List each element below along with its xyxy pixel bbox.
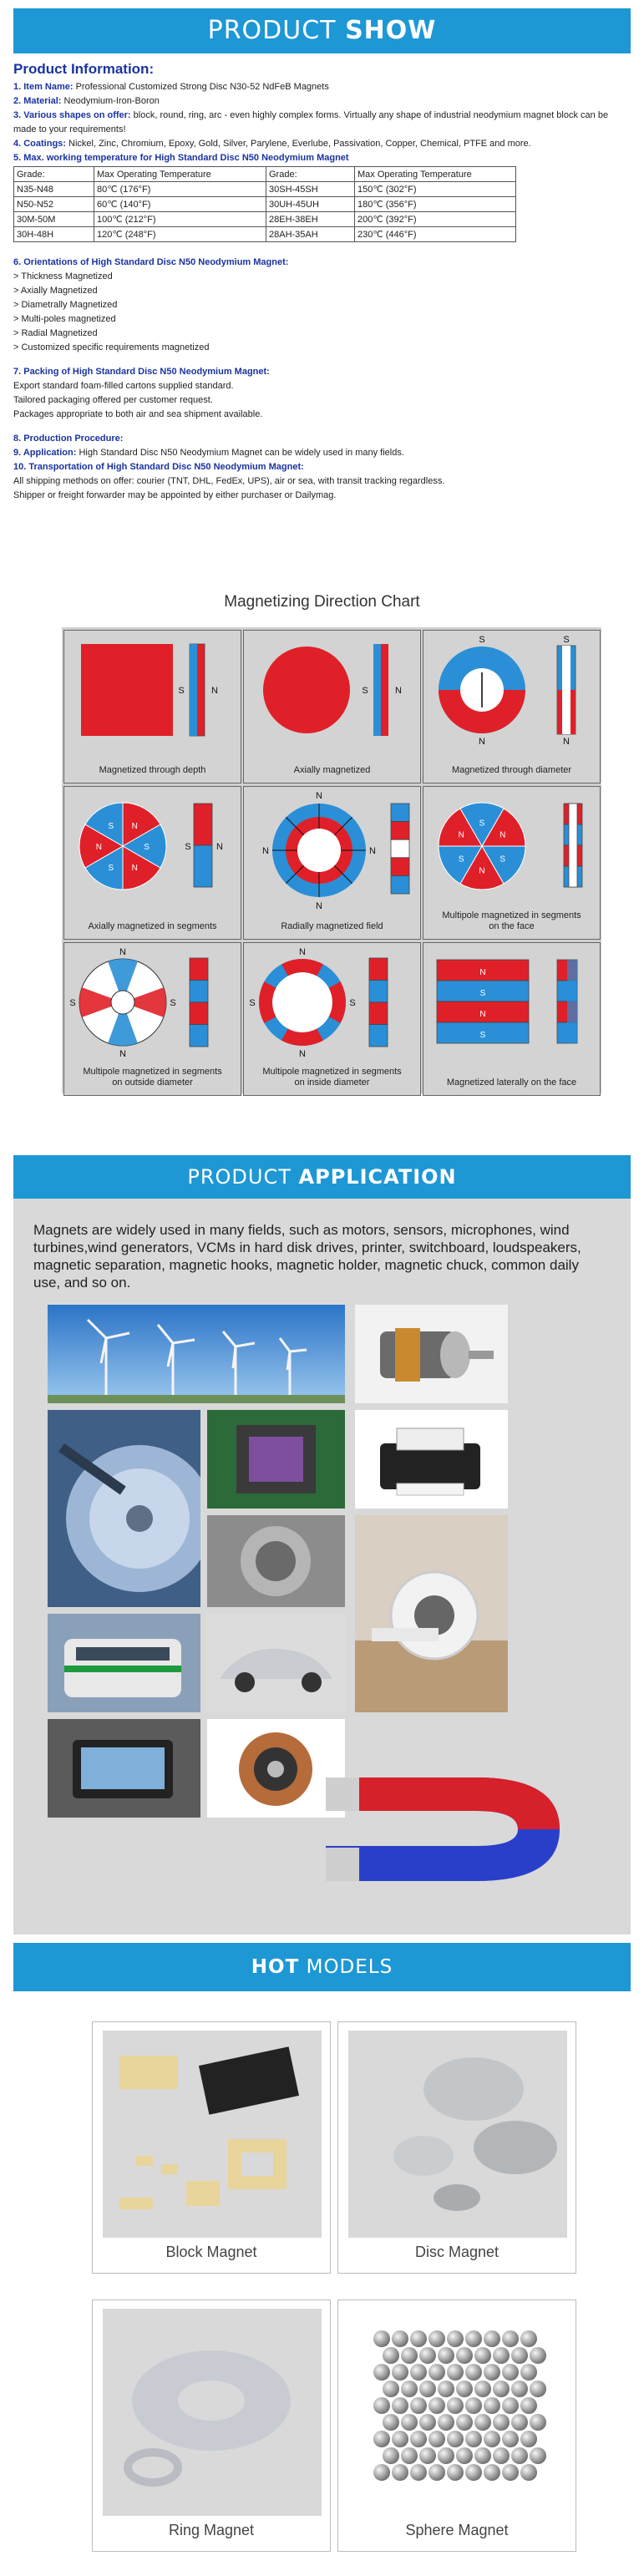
magnetizing-diagram-cell: [63, 786, 241, 940]
orientations-title: 6. Orientations of High Standard Disc N50 Neodymium Magnet:: [13, 257, 289, 267]
motor-photo: [355, 1305, 508, 1403]
svg-text:N: N: [299, 947, 306, 957]
diagram-caption: Multipole magnetized in segments on outside diameter: [83, 1067, 222, 1088]
application-title-bold: APPLICATION: [298, 1165, 457, 1189]
hot-models-title-bold: HOT: [251, 1956, 300, 1978]
train-photo: [48, 1614, 200, 1712]
svg-text:N: N: [262, 846, 269, 856]
car-photo: [207, 1614, 345, 1712]
magnetizing-diagram: [244, 631, 422, 756]
svg-text:S: S: [479, 989, 486, 998]
magnetizing-diagram-cell: [243, 630, 421, 783]
info-item-name: 1. Item Name: Professional Customized Strong Disc N30-52 NdFeB Magnets: [13, 82, 329, 92]
diagram-caption: Axially magnetized: [293, 765, 371, 775]
svg-text:S: S: [479, 635, 485, 645]
model-label: Sphere Magnet: [405, 2522, 509, 2538]
diagram-caption: Magnetized through depth: [99, 765, 206, 775]
svg-text:S: S: [458, 854, 464, 865]
diagram-caption: Magnetized laterally on the face: [446, 1078, 577, 1088]
svg-text:S: S: [170, 998, 176, 1008]
svg-text:N: N: [119, 947, 126, 957]
diagram-caption: Magnetized through diameter: [451, 765, 572, 775]
mri-room-photo: [355, 1515, 508, 1712]
svg-text:N: N: [479, 1010, 486, 1019]
diagram-caption: Multipole magnetized in segments on inside diameter: [262, 1067, 402, 1088]
svg-text:S: S: [249, 998, 256, 1008]
diagram-caption: Multipole magnetized in segments on the face: [442, 910, 581, 931]
svg-text:N: N: [211, 686, 218, 696]
packing-item: Export standard foam-filled cartons supplied standard.: [13, 381, 234, 391]
model-card-ring-magnet[interactable]: [92, 2300, 331, 2552]
production-title: 8. Production Procedure:: [13, 434, 124, 444]
diagram-caption: Radially magnetized field: [281, 921, 383, 931]
sensor-chip-photo: [207, 1410, 345, 1509]
magnetizing-diagram-cell: [423, 630, 601, 783]
block-magnet-image: [103, 2031, 322, 2238]
svg-text:N: N: [395, 686, 402, 696]
horseshoe-magnet-illustration: [309, 1729, 603, 1896]
magnetizing-diagram: [423, 787, 601, 912]
svg-text:N: N: [479, 968, 486, 977]
machinery-photo: [207, 1515, 345, 1607]
orientation-item: > Multi-poles magnetized: [13, 314, 116, 324]
magnetizing-diagram: [64, 631, 242, 756]
orientation-item: > Customized specific requirements magnetized: [13, 342, 210, 352]
table-row: N50-N52 60℃ (140°F) 30UH-45UH 180℃ (356°F): [14, 197, 516, 212]
svg-text:N: N: [131, 822, 138, 832]
transport-item: All shipping methods on offer: courier (TNT, DHL, FedEx, UPS), air or sea, with transit tracking regardless.: [13, 476, 445, 486]
model-card-block-magnet[interactable]: [92, 2021, 331, 2274]
svg-text:S: S: [144, 843, 150, 852]
info-item-shapes: 3. Various shapes on offer: block, round, ring, arc - even highly complex forms. Virtually any shape of industrial neodymium magnet block can be made to your requirements!: [13, 110, 609, 134]
model-label: Ring Magnet: [168, 2522, 255, 2538]
printer-photo: [355, 1410, 508, 1509]
magnetizing-diagram: [423, 943, 601, 1068]
table-row: 30H-48H 120℃ (248°F) 28AH-35AH 230℃ (446°F): [14, 227, 516, 242]
hard-disk-photo: [48, 1410, 200, 1607]
model-label: Disc Magnet: [414, 2244, 499, 2260]
info-item-material: 2. Material: Neodymium-Iron-Boron: [13, 96, 160, 106]
svg-text:N: N: [131, 863, 138, 873]
sphere-magnet-image: [348, 2309, 567, 2516]
svg-text:S: S: [178, 686, 185, 696]
hot-models-banner: [13, 1943, 631, 1991]
orientation-item: > Diametrally Magnetized: [13, 300, 118, 310]
ring-magnet-image: [103, 2309, 322, 2516]
magnetizing-diagram: [64, 943, 242, 1068]
model-card-sphere-magnet[interactable]: [337, 2300, 576, 2552]
magnetizing-diagram-cell: [63, 942, 241, 1096]
svg-text:S: S: [479, 1031, 486, 1040]
wind-turbines-photo: [48, 1305, 345, 1403]
model-card-disc-magnet[interactable]: [337, 2021, 576, 2274]
dashboard-photo: [48, 1719, 200, 1818]
diagram-caption: Axially magnetized in segments: [88, 921, 217, 931]
info-item-coatings: 4. Coatings: Nickel, Zinc, Chromium, Epoxy, Gold, Silver, Parylene, Everlube, Passivation, Copper, Chemical, PTFE and more.: [13, 139, 531, 149]
svg-text:N: N: [119, 1049, 126, 1059]
svg-text:N: N: [563, 737, 570, 747]
svg-text:N: N: [316, 901, 322, 911]
table-row: 30M-50M 100℃ (212°F) 28EH-38EH 200℃ (392°F): [14, 212, 516, 227]
magnetizing-chart: [62, 627, 601, 1093]
svg-text:N: N: [479, 866, 485, 876]
transport-title: 10. Transportation of High Standard Disc N50 Neodymium Magnet:: [13, 462, 304, 472]
disc-magnet-image: [348, 2031, 567, 2238]
svg-text:S: S: [69, 998, 76, 1008]
magnetizing-diagram-cell: [423, 786, 601, 940]
product-information: [13, 60, 631, 503]
svg-text:N: N: [299, 1049, 306, 1059]
orientation-item: > Radial Magnetized: [13, 328, 98, 338]
application-title-light: PRODUCT: [187, 1165, 292, 1189]
magnetizing-diagram: [244, 943, 422, 1068]
orientation-item: > Thickness Magnetized: [13, 271, 113, 281]
svg-text:S: S: [349, 998, 356, 1008]
application-text: Magnets are widely used in many fields, such as motors, sensors, microphones, wind turbines,wind generators, VCMs in hard disk drives, printer, switchboard, loudspeakers, magnetic separation, magnetic hooks, magnetic holder, magnetic chuck, common daily use, and so on.: [33, 1222, 581, 1291]
svg-text:N: N: [216, 842, 223, 852]
magnetizing-diagram-cell: [243, 942, 421, 1096]
magnetizing-chart-title: Magnetizing Direction Chart: [224, 593, 420, 611]
table-header-row: Grade: Max Operating Temperature Grade: Max Operating Temperature: [14, 167, 516, 182]
svg-text:S: S: [479, 819, 485, 829]
svg-text:S: S: [108, 863, 114, 873]
product-application-banner: [13, 1155, 631, 1199]
svg-text:S: S: [185, 842, 191, 852]
model-label: Block Magnet: [165, 2244, 257, 2260]
magnetizing-diagram: [423, 631, 601, 756]
product-show-title-light: PRODUCT: [207, 16, 337, 45]
orientation-item: > Axially Magnetized: [13, 286, 98, 296]
magnetizing-diagram-cell: [63, 630, 241, 783]
temperature-table: [13, 166, 516, 242]
packing-item: Packages appropriate to both air and sea shipment available.: [13, 409, 263, 419]
application-line: 9. Application: High Standard Disc N50 Neodymium Magnet can be widely used in many fields.: [13, 448, 404, 458]
magnetizing-diagram-cell: [243, 786, 421, 940]
temp-title: 5. Max. working temperature for High Standard Disc N50 Neodymium Magnet: [13, 153, 349, 163]
svg-text:N: N: [479, 737, 485, 747]
svg-text:N: N: [316, 791, 322, 801]
product-show-title-bold: SHOW: [345, 16, 437, 45]
transport-item: Shipper or freight forwarder may be appointed by either purchaser or Dailymag.: [13, 490, 337, 500]
svg-text:S: S: [362, 686, 368, 696]
svg-text:N: N: [458, 830, 464, 840]
svg-text:N: N: [499, 830, 506, 840]
packing-item: Tailored packaging offered per customer request.: [13, 395, 213, 405]
magnetizing-diagram: [244, 787, 422, 912]
hot-models-title-light: MODELS: [306, 1956, 393, 1978]
magnetizing-diagram: [64, 787, 242, 912]
magnetizing-diagram-cell: [423, 942, 601, 1096]
svg-text:N: N: [369, 846, 376, 856]
packing-title: 7. Packing of High Standard Disc N50 Neodymium Magnet:: [13, 367, 270, 377]
svg-text:N: N: [95, 843, 103, 852]
table-row: N35-N48 80℃ (176°F) 30SH-45SH 150℃ (302°F): [14, 182, 516, 197]
svg-text:S: S: [563, 635, 570, 645]
product-show-banner: [13, 8, 631, 53]
svg-text:S: S: [499, 854, 506, 865]
info-heading: Product Information:: [13, 61, 155, 77]
svg-text:S: S: [108, 822, 114, 832]
